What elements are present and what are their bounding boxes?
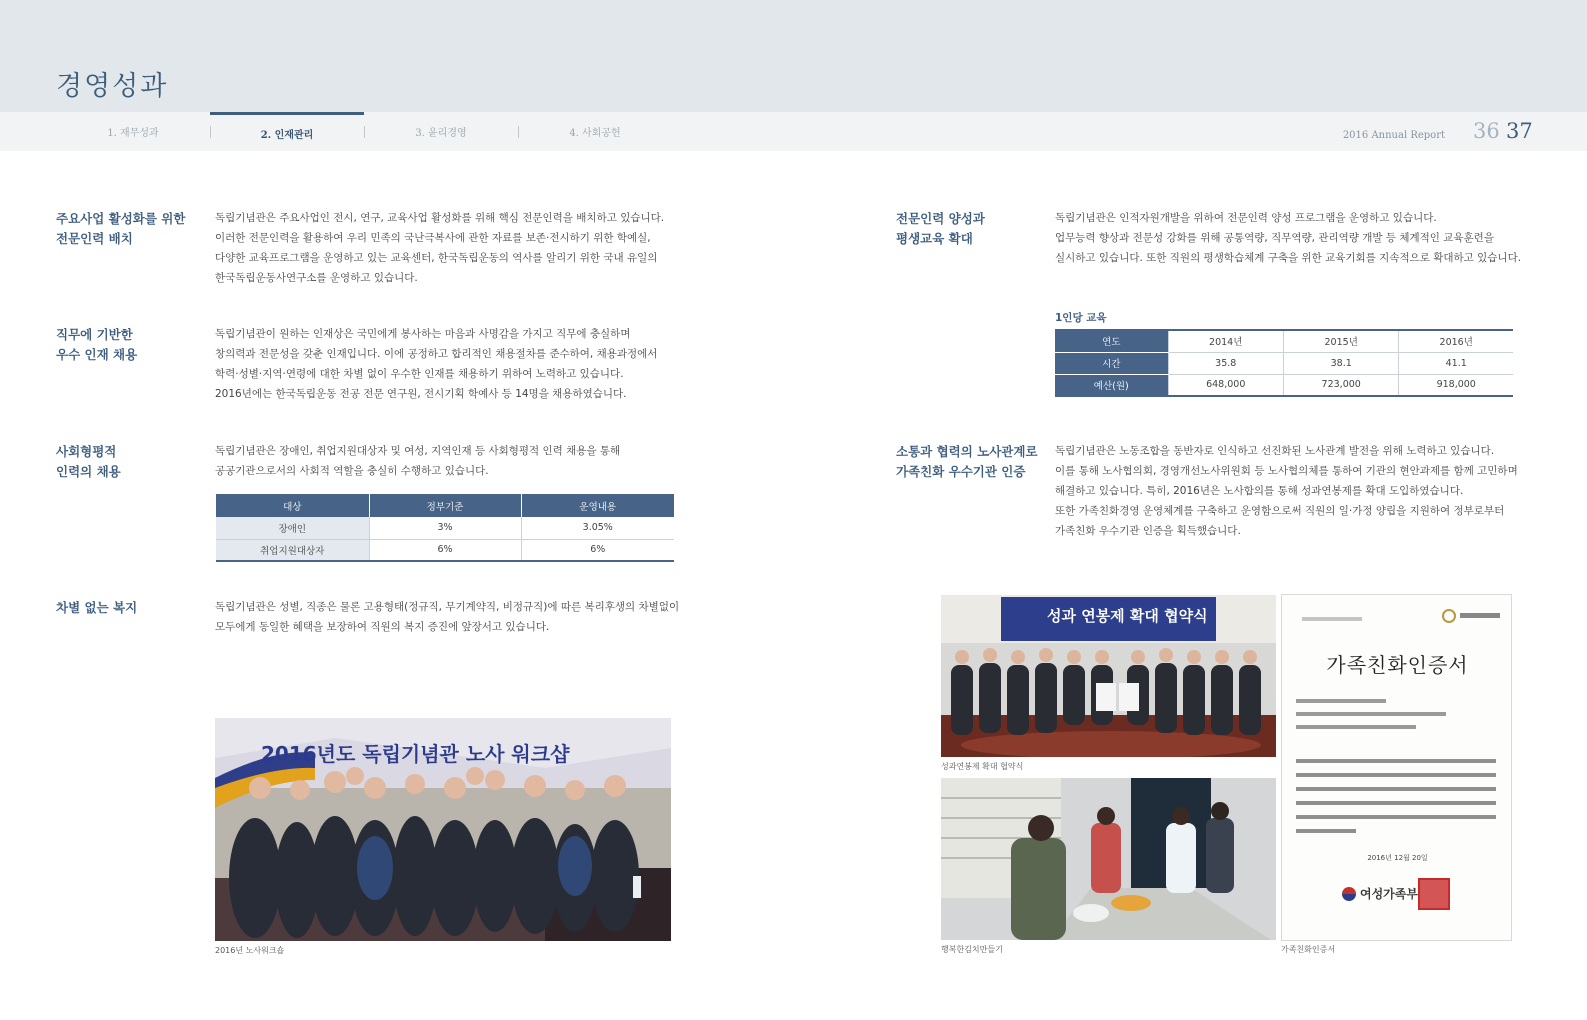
body-line: 한국독립운동사연구소를 운영하고 있습니다. <box>215 272 418 284</box>
official-seal-icon <box>1418 878 1450 910</box>
table-header: 대상 <box>216 494 369 517</box>
body-line: 학력·성별·지역·연령에 대한 차별 없이 우수한 인재를 채용하기 위하여 노력하고 있습니다. <box>215 368 624 380</box>
section-heading-education <box>896 209 985 249</box>
body-line: 실시하고 있습니다. 또한 직원의 평생학습체계 구축을 위한 교육기회를 지속적으로 확대하고 있습니다. <box>1055 252 1522 264</box>
body-line: 독립기념관은 장애인, 취업지원대상자 및 여성, 지역인재 등 사회형평적 인력 채용을 통해 <box>215 445 621 457</box>
body-line: 독립기념관이 원하는 인재상은 국민에게 봉사하는 마음과 사명감을 가지고 직무에 충실하며 <box>215 328 631 340</box>
heading-line: 주요사업 활성화를 위한 <box>56 211 186 226</box>
workshop-photo <box>215 718 671 941</box>
body-line: 창의력과 전문성을 갖춘 인재입니다. 이에 공정하고 합리적인 채용절차를 준수하여, 채용과정에서 <box>215 348 658 360</box>
ceremony-photo-caption: 성과연봉제 확대 협약식 <box>941 762 1024 771</box>
heading-line: 차별 없는 복지 <box>56 600 138 615</box>
heading-line: 평생교육 확대 <box>896 231 973 246</box>
table-header: 정부기준 <box>369 494 521 517</box>
certificate-title: 가족친화인증서 <box>1326 653 1469 677</box>
page-number-left: 36 <box>1473 119 1500 143</box>
table-cell: 648,000 <box>1168 374 1283 396</box>
section-body-equity-hiring <box>215 441 620 481</box>
heading-line: 전문인력 양성과 <box>896 211 985 226</box>
table-cell: 예산(원) <box>1055 374 1168 396</box>
hiring-table <box>216 494 674 562</box>
section-body-hiring <box>215 324 657 404</box>
body-line: 공공기관으로서의 사회적 역할을 충실히 수행하고 있습니다. <box>215 465 489 477</box>
section-heading-expert-placement <box>56 209 185 249</box>
family-friendly-certificate <box>1281 594 1512 941</box>
heading-line: 가족친화 우수기관 인증 <box>896 464 1026 479</box>
table-cell: 41.1 <box>1399 352 1513 374</box>
heading-line: 직무에 기반한 <box>56 327 133 342</box>
certificate-number-line <box>1302 617 1362 621</box>
body-line: 2016년에는 한국독립운동 전공 전문 연구원, 전시기획 학예사 등 14명을 채용하였습니다. <box>215 388 627 400</box>
table-row <box>1055 352 1513 374</box>
heading-line: 인력의 채용 <box>56 464 121 479</box>
header-band <box>0 0 1587 112</box>
table-row <box>216 539 674 561</box>
report-label: 2016 Annual Report <box>1342 130 1445 141</box>
table-cell: 723,000 <box>1283 374 1398 396</box>
body-line: 독립기념관은 성별, 직종은 물론 고용형태(정규직, 무기계약직, 비정규직)에 따른 복리후생의 차별없이 <box>215 601 680 613</box>
table-cell: 시간 <box>1055 352 1168 374</box>
nav-divider <box>364 126 365 138</box>
table-header: 연도 <box>1055 330 1168 352</box>
heading-line: 전문인력 배치 <box>56 231 133 246</box>
government-emblem-icon <box>1342 887 1356 901</box>
body-line: 해결하고 있습니다. 특히, 2016년은 노사합의를 통해 성과연봉제를 확대 도입하였습니다. <box>1055 485 1464 497</box>
body-line: 독립기념관은 노동조합을 동반자로 인식하고 선진화된 노사관계 발전을 위해 노력하고 있습니다. <box>1055 445 1495 457</box>
body-line: 이를 통해 노사협의회, 경영개선노사위원회 등 노사협의체를 통하여 기관의 현안과제를 함께 고민하며 <box>1055 465 1518 477</box>
certificate-emblem-icon <box>1442 609 1456 623</box>
section-body-labor-relations <box>1055 441 1518 541</box>
table-header: 2016년 <box>1399 330 1513 352</box>
table-cell: 6% <box>369 539 521 561</box>
section-body-expert-placement <box>215 208 664 288</box>
section-body-welfare <box>215 597 679 637</box>
section-heading-equity-hiring <box>56 442 121 482</box>
table-header: 운영내용 <box>521 494 674 517</box>
page-title: 경영성과 <box>56 71 169 102</box>
body-line: 업무능력 향상과 전문성 강화를 위해 공통역량, 직무역량, 관리역량 개발 등 체계적인 교육훈련을 <box>1055 232 1494 244</box>
agreement-ceremony-photo <box>941 595 1276 757</box>
table-row <box>216 517 674 539</box>
certificate-body <box>1296 759 1496 833</box>
education-table-title: 1인당 교육 <box>1055 312 1107 324</box>
body-line: 독립기념관은 주요사업인 전시, 연구, 교육사업 활성화를 위해 핵심 전문인력을 배치하고 있습니다. <box>215 212 665 224</box>
section-heading-welfare <box>56 598 137 618</box>
section-heading-hiring <box>56 325 137 365</box>
nav-divider <box>518 126 519 138</box>
ceremony-banner: 성과 연봉제 확대 협약식 <box>1047 607 1208 625</box>
kimchi-photo-caption: 행복한김치만들기 <box>941 945 1003 954</box>
table-cell: 918,000 <box>1436 379 1476 391</box>
page-number-right: 37 <box>1506 119 1533 143</box>
nav-divider <box>210 126 211 138</box>
body-line: 독립기념관은 인적자원개발을 위하여 전문인력 양성 프로그램을 운영하고 있습니다. <box>1055 212 1437 224</box>
certificate-brand-line <box>1460 613 1500 618</box>
table-row <box>1055 330 1513 352</box>
body-line: 가족친화 우수기관 인증을 획득했습니다. <box>1055 525 1241 537</box>
body-line: 이러한 전문인력을 활용하여 우리 민족의 국난극복사에 관한 자료를 보존·전시하기 위한 학예실, <box>215 232 651 244</box>
heading-line: 소통과 협력의 노사관계로 <box>896 444 1038 459</box>
certificate-details <box>1296 699 1446 729</box>
table-header: 2015년 <box>1283 330 1398 352</box>
section-body-education <box>1055 208 1521 268</box>
tab-ethics[interactable]: 3. 윤리경영 <box>415 128 467 139</box>
tab-financial[interactable]: 1. 재무성과 <box>107 128 159 139</box>
table-cell: 장애인 <box>216 517 369 539</box>
table-cell: 3.05% <box>521 517 674 539</box>
body-line: 다양한 교육프로그램을 운영하고 있는 교육센터, 한국독립운동의 역사를 알리기 위한 국내 유일의 <box>215 252 658 264</box>
table-cell: 6% <box>521 539 674 561</box>
body-line: 모두에게 동일한 혜택을 보장하여 직원의 복지 증진에 앞장서고 있습니다. <box>215 621 550 633</box>
heading-line: 사회형평적 <box>56 444 117 459</box>
tab-hr[interactable]: 2. 인재관리 <box>210 112 364 151</box>
education-table <box>1055 329 1513 397</box>
table-header: 2014년 <box>1168 330 1283 352</box>
table-cell: 35.8 <box>1168 352 1283 374</box>
workshop-photo-caption: 2016년 노사워크숍 <box>215 946 285 955</box>
table-cell: 취업지원대상자 <box>216 539 369 561</box>
table-cell: 3% <box>369 517 521 539</box>
section-heading-labor-relations <box>896 442 1038 482</box>
table-cell: 38.1 <box>1283 352 1398 374</box>
kimchi-making-photo <box>941 778 1276 940</box>
certificate-caption: 가족친화인증서 <box>1281 945 1336 954</box>
body-line: 또한 가족친화경영 운영체계를 구축하고 운영함으로써 직원의 일·가정 양립을 지원하여 정부로부터 <box>1055 505 1505 517</box>
certificate-issuer: 여성가족부 <box>1360 887 1418 901</box>
heading-line: 우수 인재 채용 <box>56 347 138 362</box>
tab-social[interactable]: 4. 사회공헌 <box>569 128 621 139</box>
table-header-row <box>216 494 674 517</box>
workshop-banner: 2016년도 독립기념관 노사 워크샵 <box>261 742 570 766</box>
table-row <box>1055 374 1513 396</box>
certificate-date: 2016년 12월 20일 <box>1367 854 1428 862</box>
